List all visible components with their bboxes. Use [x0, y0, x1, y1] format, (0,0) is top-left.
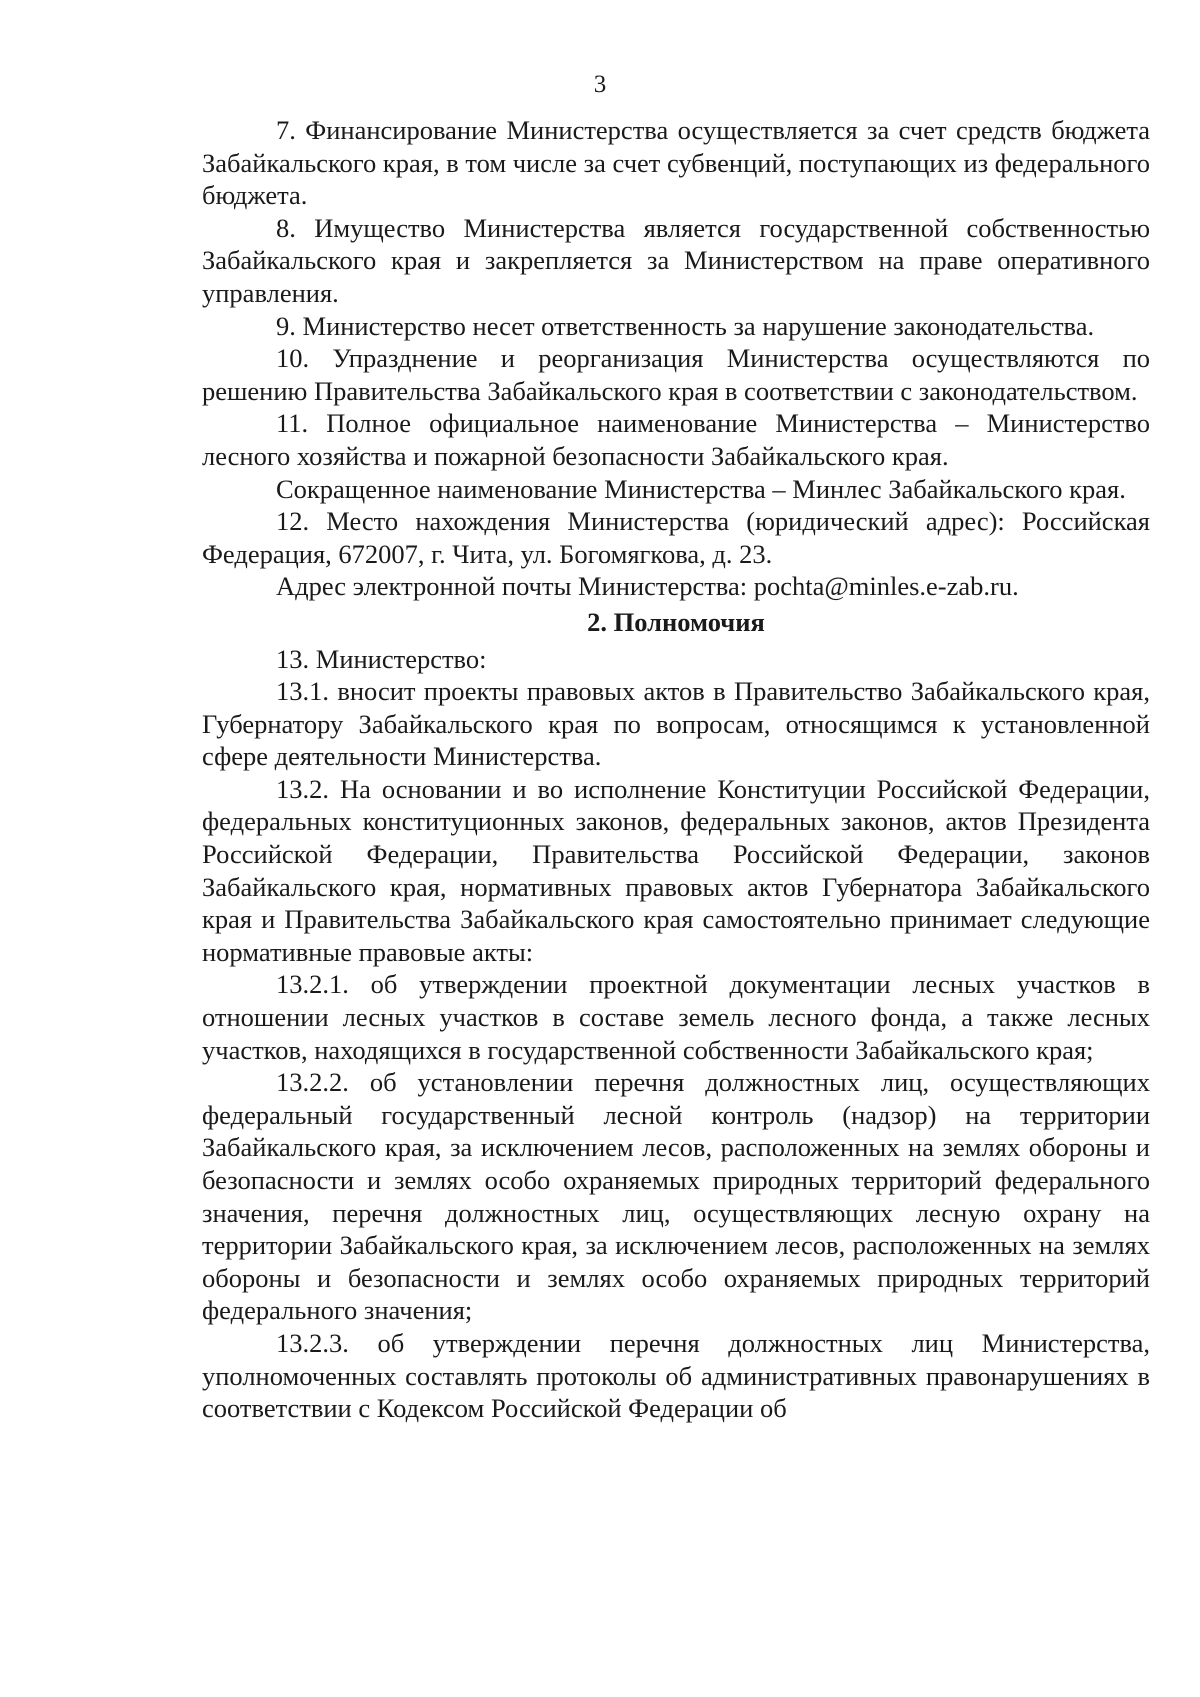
- paragraph-short-name: Сокращенное наименование Министерства – Минлес Забайкальского края.: [276, 473, 1126, 504]
- section-heading-powers: 2. Полномочия: [587, 606, 765, 637]
- paragraph-8-property: 8. Имущество Министерства является государственной собственностью Забайкальского края и закрепляется за Министерством на праве оперативного управления.: [202, 212, 1150, 308]
- paragraph-13-ministry: 13. Министерство:: [276, 643, 487, 674]
- paragraph-13-1: 13.1. вносит проекты правовых актов в Правительство Забайкальского края, Губернатору Забайкальского края по вопросам, относящимся к установленной сфере деятельности Министерства.: [202, 676, 1150, 772]
- paragraph-9-responsibility: 9. Министерство несет ответственность за нарушение законодательства.: [276, 310, 1095, 341]
- paragraph-11-full-name: 11. Полное официальное наименование Министерства – Министерство лесного хозяйства и пожарной безопасности Забайкальского края.: [202, 408, 1150, 471]
- document-body: [202, 114, 1150, 1425]
- paragraph-13-2: 13.2. На основании и во исполнение Конституции Российской Федерации, федеральных конституционных законов, федеральных законов, актов Президента Российской Федерации, Правительства Российской Федерации, законов Забайкальского края, нормативных правовых актов Губернатора Забайкальского края и Правительства Забайкальского края самостоятельно принимает следующие нормативные правовые акты:: [202, 773, 1150, 967]
- paragraph-10-reorganization: 10. Упразднение и реорганизация Министерства осуществляются по решению Правительства Забайкальского края в соответствии с законодательством.: [202, 343, 1150, 406]
- page-number: 3: [593, 71, 607, 98]
- paragraph-13-2-2: 13.2.2. об установлении перечня должностных лиц, осуществляющих федеральный государственный лесной контроль (надзор) на территории Забайкальского края, за исключением лесов, расположенных на землях обороны и безопасности и землях особо охраняемых природных территорий федерального значения, перечня должностных лиц, осуществляющих лесную охрану на территории Забайкальского края, за исключением лесов, расположенных на землях обороны и безопасности и землях особо охраняемых природных территорий федерального значения;: [202, 1067, 1150, 1326]
- paragraph-7-financing: 7. Финансирование Министерства осуществляется за счет средств бюджета Забайкальского края, в том числе за счет субвенций, поступающих из федерального бюджета.: [202, 115, 1150, 211]
- paragraph-12-address: 12. Место нахождения Министерства (юридический адрес): Российская Федерация, 672007, г. Чита, ул. Богомягкова, д. 23.: [202, 506, 1150, 569]
- paragraph-13-2-3: 13.2.3. об утверждении перечня должностных лиц Министерства, уполномоченных составлять протоколы об административных правонарушениях в соответствии с Кодексом Российской Федерации об: [202, 1327, 1150, 1424]
- paragraph-email: Адрес электронной почты Министерства: pochta@minles.e-zab.ru.: [276, 571, 1019, 602]
- paragraph-13-2-1: 13.2.1. об утверждении проектной документации лесных участков в отношении лесных участков в составе земель лесного фонда, а также лесных участков, находящихся в государственной собственности Забайкальского края;: [202, 969, 1150, 1065]
